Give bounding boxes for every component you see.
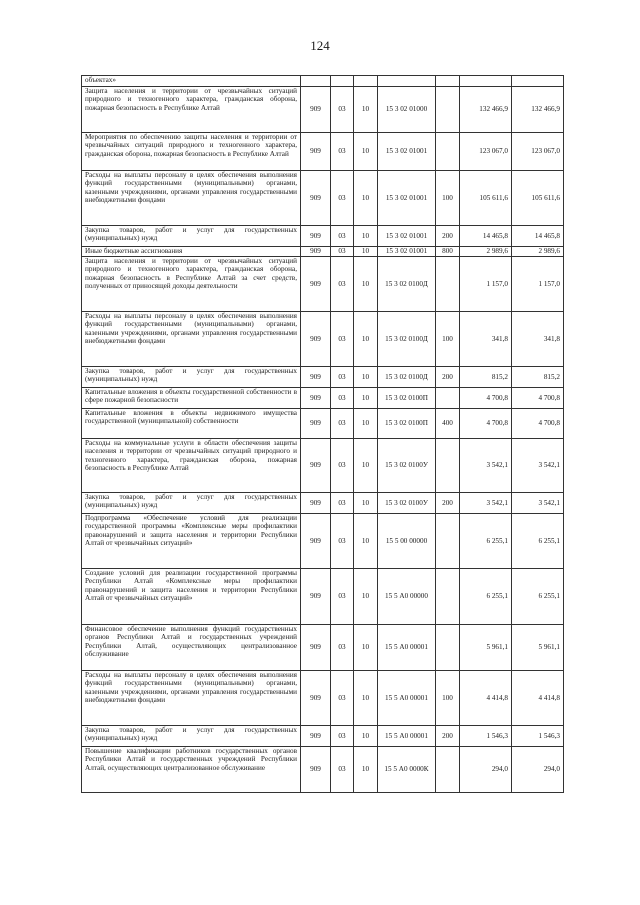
cell-amount: 3 542,1 bbox=[460, 493, 512, 514]
cell-name: Закупка товаров, работ и услуг для государственных (муниципальных) нужд bbox=[82, 493, 301, 514]
cell-total: 1 546,3 bbox=[512, 726, 564, 747]
cell-name: Расходы на выплаты персоналу в целях обеспечения выполнения функций государственными (муниципальными) органами, казенными учреждениями, органами управления государственными внебюджетными фондами bbox=[82, 312, 301, 367]
cell-section: 03 bbox=[331, 257, 354, 312]
cell-ministry: 909 bbox=[301, 409, 331, 439]
cell-target-article: 15 3 02 0100У bbox=[378, 493, 436, 514]
cell-subsection: 10 bbox=[354, 514, 378, 569]
cell-ministry: 909 bbox=[301, 367, 331, 388]
table-row bbox=[82, 747, 564, 793]
cell-subsection: 10 bbox=[354, 133, 378, 171]
cell-section: 03 bbox=[331, 247, 354, 257]
cell-total: 132 466,9 bbox=[512, 87, 564, 133]
cell-subsection: 10 bbox=[354, 171, 378, 226]
table-row bbox=[82, 87, 564, 133]
cell-amount: 815,2 bbox=[460, 367, 512, 388]
cell-target-article: 15 3 02 0100Д bbox=[378, 367, 436, 388]
cell-amount: 1 546,3 bbox=[460, 726, 512, 747]
cell-target-article: 15 5 А0 00001 bbox=[378, 671, 436, 726]
cell-name: Защита населения и территории от чрезвычайных ситуаций природного и техногенного характера, гражданская оборона, пожарная безопасность в Республике Алтай за счет средств, полученных от приносящей доходы деятельности bbox=[82, 257, 301, 312]
table-row bbox=[82, 409, 564, 439]
cell-expense-type: 100 bbox=[436, 671, 460, 726]
cell-subsection: 10 bbox=[354, 226, 378, 247]
cell-section: 03 bbox=[331, 439, 354, 493]
cell-amount: 4 700,8 bbox=[460, 388, 512, 409]
table-row bbox=[82, 312, 564, 367]
cell-target-article: 15 3 02 0100П bbox=[378, 388, 436, 409]
cell-expense-type bbox=[436, 257, 460, 312]
cell-name: Мероприятия по обеспечению защиты населения и территории от чрезвычайных ситуаций природного и техногенного характера, гражданская оборона, пожарная безопасность в Республике Алтай bbox=[82, 133, 301, 171]
cell-amount: 3 542,1 bbox=[460, 439, 512, 493]
cell-expense-type bbox=[436, 514, 460, 569]
cell-section: 03 bbox=[331, 514, 354, 569]
cell-subsection: 10 bbox=[354, 726, 378, 747]
cell-name: Подпрограмма «Обеспечение условий для реализации государственной программы «Комплексные меры профилактики правонарушений и защита населения и территории Республики Алтай от чрезвычайных ситуаций» bbox=[82, 514, 301, 569]
cell-name: Расходы на коммунальные услуги в области обеспечения защиты населения и территории от чрезвычайных ситуаций природного и техногенного характера, гражданская оборона, пожарная безопасность в Республике Алтай bbox=[82, 439, 301, 493]
cell-amount: 132 466,9 bbox=[460, 87, 512, 133]
cell-total: 4 700,8 bbox=[512, 409, 564, 439]
cell-expense-type bbox=[436, 133, 460, 171]
cell-expense-type: 200 bbox=[436, 226, 460, 247]
cell-expense-type bbox=[436, 569, 460, 625]
cell-expense-type bbox=[436, 439, 460, 493]
cell-total: 6 255,1 bbox=[512, 569, 564, 625]
cell-name: Капитальные вложения в объекты недвижимого имущества государственной (муниципальной) собственности bbox=[82, 409, 301, 439]
page-number: 124 bbox=[310, 38, 330, 53]
cell-section: 03 bbox=[331, 171, 354, 226]
cell-subsection: 10 bbox=[354, 671, 378, 726]
cell-total bbox=[512, 76, 564, 87]
cell-subsection: 10 bbox=[354, 257, 378, 312]
cell-expense-type: 800 bbox=[436, 247, 460, 257]
cell-subsection: 10 bbox=[354, 747, 378, 793]
cell-ministry: 909 bbox=[301, 171, 331, 226]
cell-subsection bbox=[354, 76, 378, 87]
cell-target-article: 15 3 02 01001 bbox=[378, 226, 436, 247]
cell-name: Иные бюджетные ассигнования bbox=[82, 247, 301, 257]
cell-subsection: 10 bbox=[354, 312, 378, 367]
cell-subsection: 10 bbox=[354, 388, 378, 409]
cell-ministry: 909 bbox=[301, 625, 331, 671]
cell-target-article: 15 3 02 0100П bbox=[378, 409, 436, 439]
cell-total: 2 989,6 bbox=[512, 247, 564, 257]
cell-target-article: 15 3 02 01000 bbox=[378, 87, 436, 133]
table-row bbox=[82, 247, 564, 257]
cell-section: 03 bbox=[331, 726, 354, 747]
cell-amount: 4 414,8 bbox=[460, 671, 512, 726]
cell-subsection: 10 bbox=[354, 367, 378, 388]
cell-expense-type bbox=[436, 87, 460, 133]
cell-total: 14 465,8 bbox=[512, 226, 564, 247]
cell-ministry: 909 bbox=[301, 726, 331, 747]
cell-section: 03 bbox=[331, 87, 354, 133]
cell-name: Расходы на выплаты персоналу в целях обеспечения выполнения функций государственными (муниципальными) органами, казенными учреждениями, органами управления государственными внебюджетными фондами bbox=[82, 171, 301, 226]
cell-target-article bbox=[378, 76, 436, 87]
cell-ministry: 909 bbox=[301, 514, 331, 569]
table-row bbox=[82, 367, 564, 388]
cell-section: 03 bbox=[331, 671, 354, 726]
table-row bbox=[82, 133, 564, 171]
cell-target-article: 15 5 А0 00000 bbox=[378, 569, 436, 625]
cell-total: 3 542,1 bbox=[512, 439, 564, 493]
cell-expense-type: 400 bbox=[436, 409, 460, 439]
cell-total: 3 542,1 bbox=[512, 493, 564, 514]
cell-section: 03 bbox=[331, 133, 354, 171]
cell-amount: 294,0 bbox=[460, 747, 512, 793]
cell-ministry: 909 bbox=[301, 312, 331, 367]
cell-target-article: 15 5 А0 0000К bbox=[378, 747, 436, 793]
cell-expense-type: 200 bbox=[436, 367, 460, 388]
table-row bbox=[82, 569, 564, 625]
table-row bbox=[82, 439, 564, 493]
cell-amount: 341,8 bbox=[460, 312, 512, 367]
cell-total: 6 255,1 bbox=[512, 514, 564, 569]
cell-total: 123 067,0 bbox=[512, 133, 564, 171]
cell-expense-type: 100 bbox=[436, 312, 460, 367]
cell-name: Создание условий для реализации государственной программы Республики Алтай «Комплексные меры профилактики правонарушений и защита населения и территории Республики Алтай от чрезвычайных ситуаций» bbox=[82, 569, 301, 625]
cell-ministry: 909 bbox=[301, 569, 331, 625]
cell-total: 341,8 bbox=[512, 312, 564, 367]
cell-ministry: 909 bbox=[301, 87, 331, 133]
cell-amount: 14 465,8 bbox=[460, 226, 512, 247]
cell-target-article: 15 3 02 0100Д bbox=[378, 312, 436, 367]
cell-name: Защита населения и территории от чрезвычайных ситуаций природного и техногенного характера, гражданская оборона, пожарная безопасность в Республике Алтай bbox=[82, 87, 301, 133]
cell-subsection: 10 bbox=[354, 493, 378, 514]
cell-ministry: 909 bbox=[301, 257, 331, 312]
table-row bbox=[82, 226, 564, 247]
cell-ministry: 909 bbox=[301, 247, 331, 257]
cell-section: 03 bbox=[331, 367, 354, 388]
table-row bbox=[82, 671, 564, 726]
cell-ministry: 909 bbox=[301, 133, 331, 171]
cell-amount: 1 157,0 bbox=[460, 257, 512, 312]
cell-expense-type bbox=[436, 76, 460, 87]
cell-section: 03 bbox=[331, 625, 354, 671]
cell-name: объектах» bbox=[82, 76, 301, 87]
cell-expense-type: 200 bbox=[436, 493, 460, 514]
cell-target-article: 15 3 02 0100Д bbox=[378, 257, 436, 312]
cell-amount: 5 961,1 bbox=[460, 625, 512, 671]
cell-name: Закупка товаров, работ и услуг для государственных (муниципальных) нужд bbox=[82, 367, 301, 388]
table-row bbox=[82, 388, 564, 409]
cell-total: 1 157,0 bbox=[512, 257, 564, 312]
table-row bbox=[82, 726, 564, 747]
cell-section: 03 bbox=[331, 493, 354, 514]
cell-expense-type bbox=[436, 747, 460, 793]
cell-total: 294,0 bbox=[512, 747, 564, 793]
cell-section: 03 bbox=[331, 388, 354, 409]
cell-expense-type bbox=[436, 388, 460, 409]
cell-expense-type bbox=[436, 625, 460, 671]
cell-subsection: 10 bbox=[354, 625, 378, 671]
cell-section: 03 bbox=[331, 312, 354, 367]
cell-target-article: 15 3 02 01001 bbox=[378, 247, 436, 257]
cell-subsection: 10 bbox=[354, 87, 378, 133]
cell-ministry: 909 bbox=[301, 671, 331, 726]
cell-total: 815,2 bbox=[512, 367, 564, 388]
cell-total: 4 700,8 bbox=[512, 388, 564, 409]
cell-section: 03 bbox=[331, 569, 354, 625]
cell-expense-type: 100 bbox=[436, 171, 460, 226]
cell-total: 5 961,1 bbox=[512, 625, 564, 671]
cell-subsection: 10 bbox=[354, 409, 378, 439]
cell-subsection: 10 bbox=[354, 247, 378, 257]
cell-amount: 6 255,1 bbox=[460, 514, 512, 569]
cell-target-article: 15 3 02 01001 bbox=[378, 133, 436, 171]
cell-amount: 6 255,1 bbox=[460, 569, 512, 625]
table-row bbox=[82, 171, 564, 226]
table-row bbox=[82, 493, 564, 514]
cell-total: 105 611,6 bbox=[512, 171, 564, 226]
cell-amount: 2 989,6 bbox=[460, 247, 512, 257]
cell-amount: 4 700,8 bbox=[460, 409, 512, 439]
cell-name: Расходы на выплаты персоналу в целях обеспечения выполнения функций государственными (муниципальными) органами, казенными учреждениями, органами управления государственными внебюджетными фондами bbox=[82, 671, 301, 726]
cell-target-article: 15 3 02 0100У bbox=[378, 439, 436, 493]
cell-expense-type: 200 bbox=[436, 726, 460, 747]
cell-amount: 123 067,0 bbox=[460, 133, 512, 171]
table-row bbox=[82, 76, 564, 87]
cell-ministry bbox=[301, 76, 331, 87]
cell-target-article: 15 3 02 01001 bbox=[378, 171, 436, 226]
cell-total: 4 414,8 bbox=[512, 671, 564, 726]
cell-name: Закупка товаров, работ и услуг для государственных (муниципальных) нужд bbox=[82, 226, 301, 247]
table-body bbox=[82, 76, 564, 793]
cell-ministry: 909 bbox=[301, 493, 331, 514]
cell-target-article: 15 5 00 00000 bbox=[378, 514, 436, 569]
cell-ministry: 909 bbox=[301, 226, 331, 247]
cell-ministry: 909 bbox=[301, 747, 331, 793]
table-row bbox=[82, 625, 564, 671]
budget-table bbox=[81, 75, 564, 793]
cell-section bbox=[331, 76, 354, 87]
cell-section: 03 bbox=[331, 226, 354, 247]
cell-name: Капитальные вложения в объекты государственной собственности в сфере пожарной безопасности bbox=[82, 388, 301, 409]
cell-subsection: 10 bbox=[354, 439, 378, 493]
table-row bbox=[82, 257, 564, 312]
cell-amount bbox=[460, 76, 512, 87]
cell-amount: 105 611,6 bbox=[460, 171, 512, 226]
table-row bbox=[82, 514, 564, 569]
cell-target-article: 15 5 А0 00001 bbox=[378, 726, 436, 747]
cell-subsection: 10 bbox=[354, 569, 378, 625]
cell-section: 03 bbox=[331, 747, 354, 793]
cell-section: 03 bbox=[331, 409, 354, 439]
cell-target-article: 15 5 А0 00001 bbox=[378, 625, 436, 671]
cell-name: Закупка товаров, работ и услуг для государственных (муниципальных) нужд bbox=[82, 726, 301, 747]
cell-ministry: 909 bbox=[301, 439, 331, 493]
cell-ministry: 909 bbox=[301, 388, 331, 409]
cell-name: Повышение квалификации работников государственных органов Республики Алтай и государственных учреждений Республики Алтай, осуществляющих централизованное обслуживание bbox=[82, 747, 301, 793]
cell-name: Финансовое обеспечение выполнения функций государственных органов Республики Алтай и государственных учреждений Республики Алтай, осуществляющих централизованное обслуживание bbox=[82, 625, 301, 671]
